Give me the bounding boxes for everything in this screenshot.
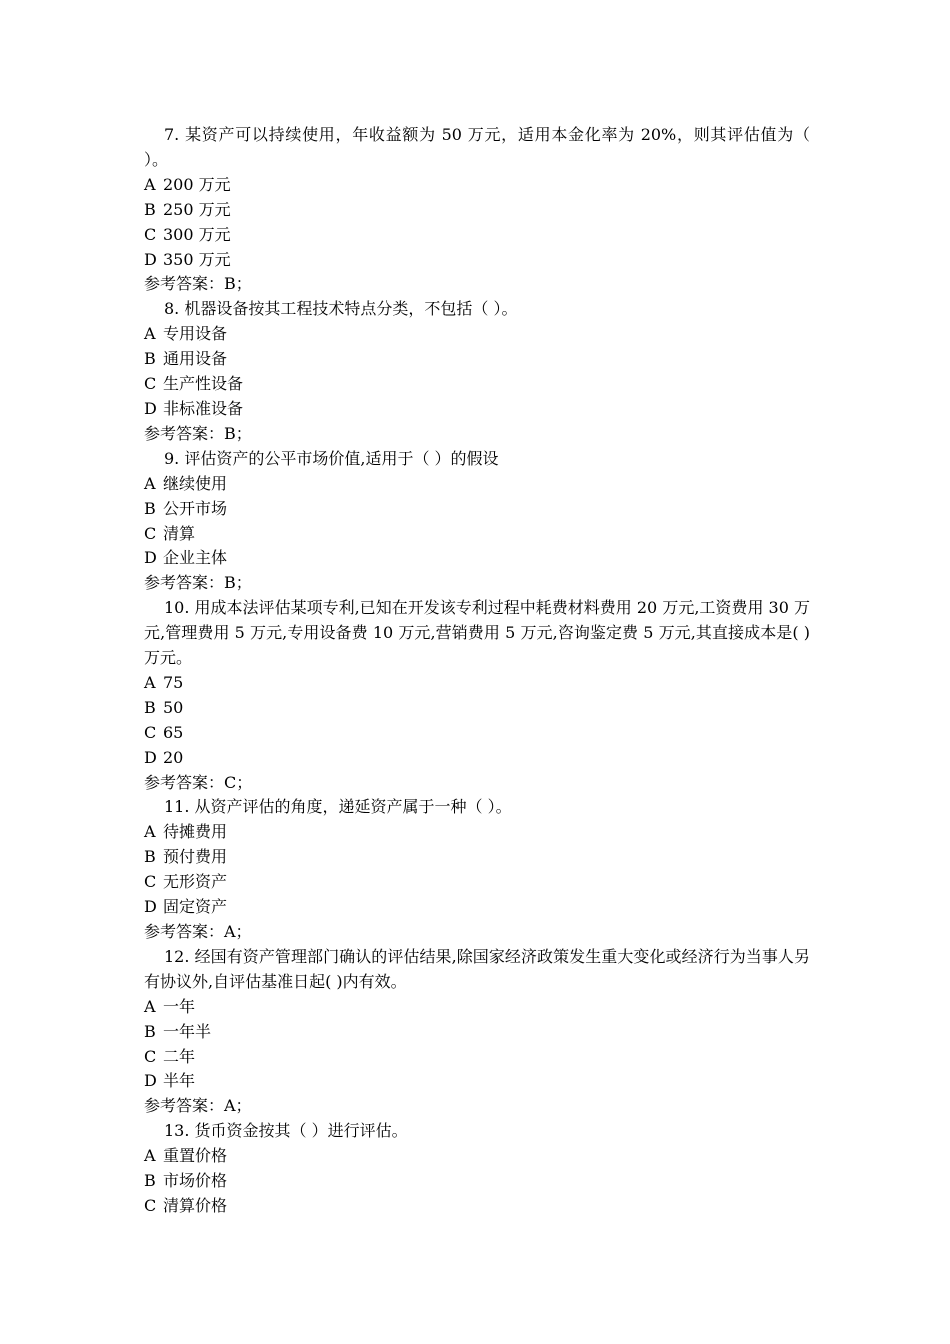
option-c: C 300 万元 <box>144 224 231 244</box>
option-c: C 65 <box>144 722 184 742</box>
question-9 <box>144 447 810 596</box>
reference-answer: 参考答案：B； <box>144 573 252 593</box>
option-d: D 固定资产 <box>144 897 228 917</box>
question-11 <box>144 795 810 944</box>
option-c: C 生产性设备 <box>144 374 244 394</box>
question-13 <box>144 1119 810 1219</box>
question-stem: 11. 从资产评估的角度，递延资产属于一种（ ）。 <box>164 797 512 817</box>
reference-answer: 参考答案：A； <box>144 922 252 941</box>
option-c: C 清算 <box>144 523 196 543</box>
option-d: D 20 <box>144 747 184 767</box>
option-a: A 继续使用 <box>144 473 228 493</box>
option-c: C 二年 <box>144 1046 196 1066</box>
option-a: A 专用设备 <box>144 324 228 344</box>
reference-answer: 参考答案：C； <box>144 772 253 792</box>
question-stem: 9. 评估资产的公平市场价值,适用于（ ）的假设 <box>164 448 499 468</box>
question-12 <box>144 945 810 1119</box>
option-c: C 清算价格 <box>144 1195 228 1215</box>
option-a: A 75 <box>144 672 184 692</box>
option-b: B 预付费用 <box>144 847 228 867</box>
option-a: A 200 万元 <box>144 174 231 194</box>
option-a: A 待摊费用 <box>144 822 228 842</box>
option-d: D 半年 <box>144 1071 196 1091</box>
question-stem: 10. 用成本法评估某项专利,已知在开发该专利过程中耗费材料费用 20 万元,工资费用 30 万元,管理费用 5 万元,专用设备费 10 万元,营销费用 5 万元,咨询鉴定费 5 万元,其直接成本是( )万元。 <box>144 598 810 668</box>
option-c: C 无形资产 <box>144 872 228 892</box>
option-b: B 市场价格 <box>144 1171 228 1191</box>
option-d: D 350 万元 <box>144 249 231 269</box>
option-b: B 250 万元 <box>144 199 231 219</box>
question-7 <box>144 123 810 297</box>
reference-answer: 参考答案：B； <box>144 423 252 443</box>
option-d: D 非标准设备 <box>144 398 244 418</box>
question-10 <box>144 596 810 795</box>
option-b: B 50 <box>144 697 184 717</box>
option-a: A 重置价格 <box>144 1146 228 1166</box>
document-page <box>144 123 810 1219</box>
question-8 <box>144 297 810 446</box>
option-b: B 公开市场 <box>144 498 228 518</box>
question-stem: 8. 机器设备按其工程技术特点分类，不包括（ ）。 <box>164 299 518 319</box>
option-b: B 通用设备 <box>144 349 228 369</box>
question-stem: 13. 货币资金按其（ ）进行评估。 <box>164 1121 408 1141</box>
reference-answer: 参考答案：B； <box>144 274 252 294</box>
option-d: D 企业主体 <box>144 548 228 568</box>
question-stem: 12. 经国有资产管理部门确认的评估结果,除国家经济政策发生重大变化或经济行为当事人另有协议外,自评估基准日起( )内有效。 <box>144 946 810 991</box>
question-stem: 7. 某资产可以持续使用，年收益额为 50 万元，适用本金化率为 20%，则其评估值为（ ）。 <box>144 125 810 169</box>
reference-answer: 参考答案：A； <box>144 1096 252 1116</box>
option-a: A 一年 <box>144 996 196 1016</box>
option-b: B 一年半 <box>144 1021 212 1041</box>
